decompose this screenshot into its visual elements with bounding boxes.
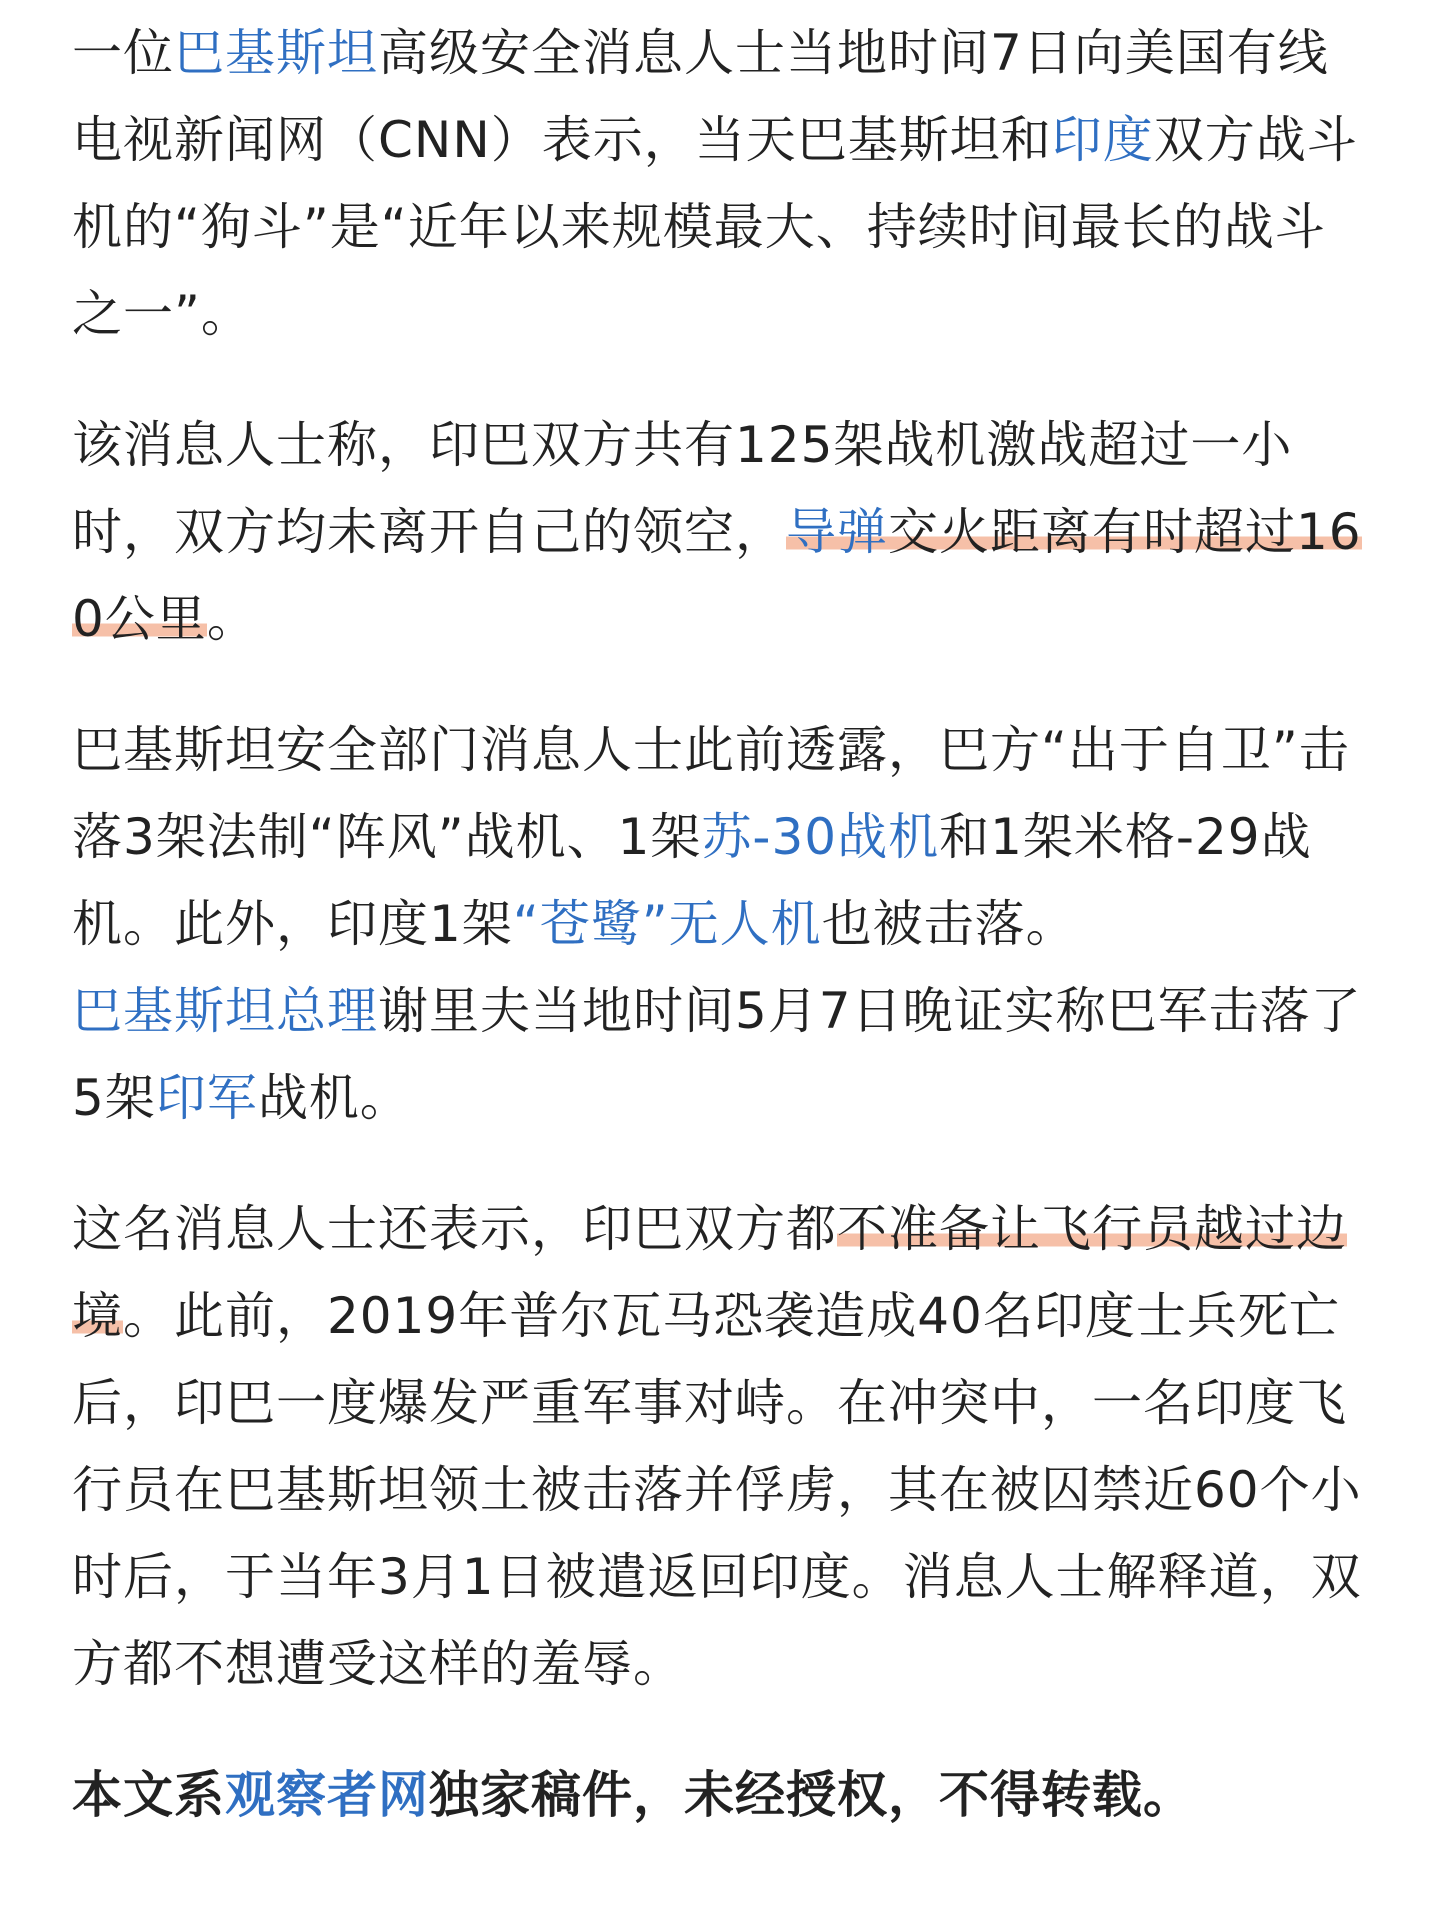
highlighted-text: 交火距离有时超过160公里 bbox=[72, 503, 1362, 648]
text-segment: 战机。 bbox=[257, 1069, 411, 1127]
paragraph-3 bbox=[72, 707, 1364, 1142]
link-guancha[interactable]: 观察者网 bbox=[225, 1766, 429, 1824]
paragraph-2 bbox=[72, 402, 1364, 663]
text-segment: 。 bbox=[206, 590, 258, 648]
text-segment: 高级安全消息人士当地时间7日向美国有线电视新闻网（CNN）表示，当天巴基斯坦和 bbox=[72, 24, 1329, 169]
text-segment: 该消息人士称，印巴双方共有125架战机激战超过一小时，双方均未离开自己的领空， bbox=[72, 416, 1293, 561]
text-segment: 独家稿件，未经授权，不得转载。 bbox=[429, 1766, 1194, 1824]
link-indian-army[interactable]: 印军 bbox=[155, 1069, 258, 1127]
link-heron-drone[interactable]: “苍鹭”无人机 bbox=[512, 895, 822, 953]
link-pakistan[interactable]: 巴基斯坦 bbox=[174, 24, 378, 82]
text-segment: 和1架米格-29战机。此外，印度1架 bbox=[72, 808, 1312, 953]
link-india[interactable]: 印度 bbox=[1051, 111, 1154, 169]
highlighted-text: 不准备让飞行员越过边境 bbox=[72, 1200, 1347, 1345]
link-pakistan-pm[interactable]: 巴基斯坦总理 bbox=[72, 982, 378, 1040]
paragraph-1 bbox=[72, 0, 1364, 358]
text-segment: 谢里夫当地时间5月7日晚证实称巴军击落了5架 bbox=[72, 982, 1362, 1127]
link-missile[interactable]: 导弹 bbox=[786, 503, 888, 561]
link-su30[interactable]: 苏-30战机 bbox=[701, 808, 940, 866]
text-segment: 双方战斗机的“狗斗”是“近年以来规模最大、持续时间最长的战斗之一”。 bbox=[72, 111, 1358, 343]
text-segment: 也被击落。 bbox=[821, 895, 1077, 953]
text-segment: 巴基斯坦安全部门消息人士此前透露，巴方“出于自卫”击落3架法制“阵风”战机、1架 bbox=[72, 721, 1350, 866]
copyright-notice bbox=[72, 1752, 1364, 1839]
paragraph-4 bbox=[72, 1186, 1364, 1708]
text-segment: 这名消息人士还表示，印巴双方都 bbox=[72, 1200, 837, 1258]
text-segment: 一位 bbox=[72, 24, 174, 82]
text-segment: 本文系 bbox=[72, 1766, 225, 1824]
text-segment: 。此前，2019年普尔瓦马恐袭造成40名印度士兵死亡后，印巴一度爆发严重军事对峙。在冲突中，一名印度飞行员在巴基斯坦领土被击落并俘虏，其在被囚禁近60个小时后，于当年3月1日被遣返回印度。消息人士解释道，双方都不想遭受这样的羞辱。 bbox=[72, 1287, 1362, 1693]
